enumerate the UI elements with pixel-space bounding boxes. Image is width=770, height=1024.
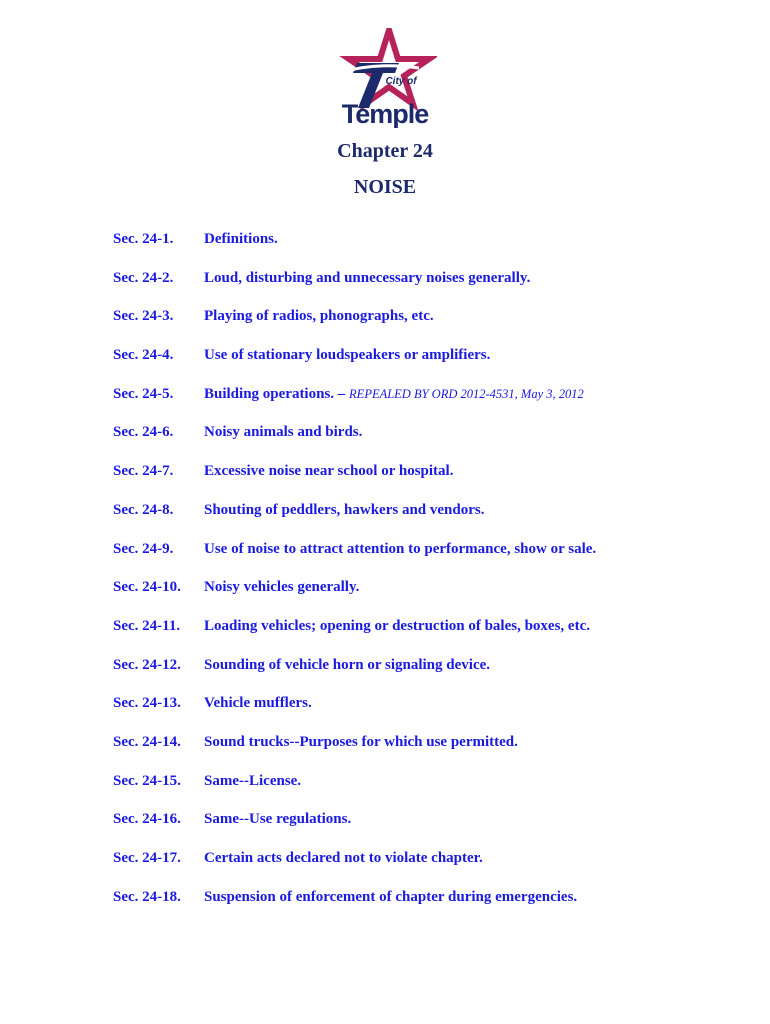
section-row bbox=[113, 618, 733, 657]
section-row bbox=[113, 850, 733, 889]
repeal-note: REPEALED BY ORD 2012-4531, May 3, 2012 bbox=[349, 386, 584, 401]
section-title: Building operations. – bbox=[204, 385, 350, 402]
section-row bbox=[113, 889, 733, 928]
section-row bbox=[113, 541, 733, 580]
section-title: Suspension of enforcement of chapter during emergencies. bbox=[204, 888, 578, 905]
city-of-temple-logo bbox=[333, 28, 437, 128]
section-number: Sec. 24-15. bbox=[113, 772, 181, 789]
section-title: Use of noise to attract attention to performance, show or sale. bbox=[204, 540, 597, 557]
section-number: Sec. 24-16. bbox=[113, 811, 181, 828]
section-number: Sec. 24-4. bbox=[113, 347, 174, 364]
section-title: Loading vehicles; opening or destruction of bales, boxes, etc. bbox=[204, 617, 590, 634]
section-title: Loud, disturbing and unnecessary noises generally. bbox=[204, 269, 531, 286]
logo-main-text: Temple bbox=[341, 99, 429, 128]
section-row bbox=[113, 811, 733, 850]
section-number: Sec. 24-1. bbox=[113, 231, 174, 247]
section-row bbox=[113, 386, 733, 425]
chapter-subtitle: NOISE bbox=[353, 176, 417, 198]
section-number: Sec. 24-17. bbox=[113, 850, 181, 866]
section-number: Sec. 24-12. bbox=[113, 656, 181, 673]
section-row bbox=[113, 502, 733, 541]
section-title: Same--License. bbox=[204, 772, 302, 789]
star-logo-icon bbox=[333, 28, 437, 128]
chapter-title: Chapter 24 bbox=[337, 140, 433, 162]
section-number: Sec. 24-14. bbox=[113, 733, 181, 750]
section-number: Sec. 24-2. bbox=[113, 269, 174, 286]
section-row bbox=[113, 424, 733, 463]
section-row bbox=[113, 695, 733, 734]
section-title: Sounding of vehicle horn or signaling device. bbox=[204, 656, 491, 673]
section-title: Use of stationary loudspeakers or amplifiers. bbox=[204, 347, 491, 364]
section-number: Sec. 24-8. bbox=[113, 501, 174, 518]
section-number: Sec. 24-18. bbox=[113, 888, 181, 905]
section-row bbox=[113, 308, 733, 347]
section-row bbox=[113, 463, 733, 502]
section-list bbox=[113, 231, 733, 927]
section-row bbox=[113, 734, 733, 773]
section-number: Sec. 24-13. bbox=[113, 695, 181, 712]
section-title: Sound trucks--Purposes for which use permitted. bbox=[204, 733, 518, 750]
section-title: Playing of radios, phonographs, etc. bbox=[204, 308, 434, 325]
section-number: Sec. 24-7. bbox=[113, 463, 174, 480]
section-number: Sec. 24-9. bbox=[113, 540, 174, 557]
section-row bbox=[113, 657, 733, 696]
section-number: Sec. 24-10. bbox=[113, 579, 181, 596]
section-title: Noisy vehicles generally. bbox=[204, 579, 360, 596]
section-title: Same--Use regulations. bbox=[204, 811, 352, 828]
section-title: Vehicle mufflers. bbox=[204, 695, 312, 712]
section-row bbox=[113, 773, 733, 812]
section-row bbox=[113, 579, 733, 618]
section-row bbox=[113, 347, 733, 386]
section-title: Noisy animals and birds. bbox=[204, 424, 363, 441]
section-number: Sec. 24-5. bbox=[113, 385, 174, 402]
section-title: Excessive noise near school or hospital. bbox=[204, 463, 454, 480]
section-number: Sec. 24-3. bbox=[113, 308, 174, 325]
section-title: Definitions. bbox=[204, 231, 278, 247]
logo-top-text: City of bbox=[385, 76, 417, 87]
section-title: Shouting of peddlers, hawkers and vendors. bbox=[204, 501, 485, 518]
section-number: Sec. 24-11. bbox=[113, 617, 181, 634]
section-row bbox=[113, 231, 733, 270]
section-title: Certain acts declared not to violate chapter. bbox=[204, 850, 483, 866]
section-row bbox=[113, 270, 733, 309]
section-number: Sec. 24-6. bbox=[113, 424, 174, 441]
